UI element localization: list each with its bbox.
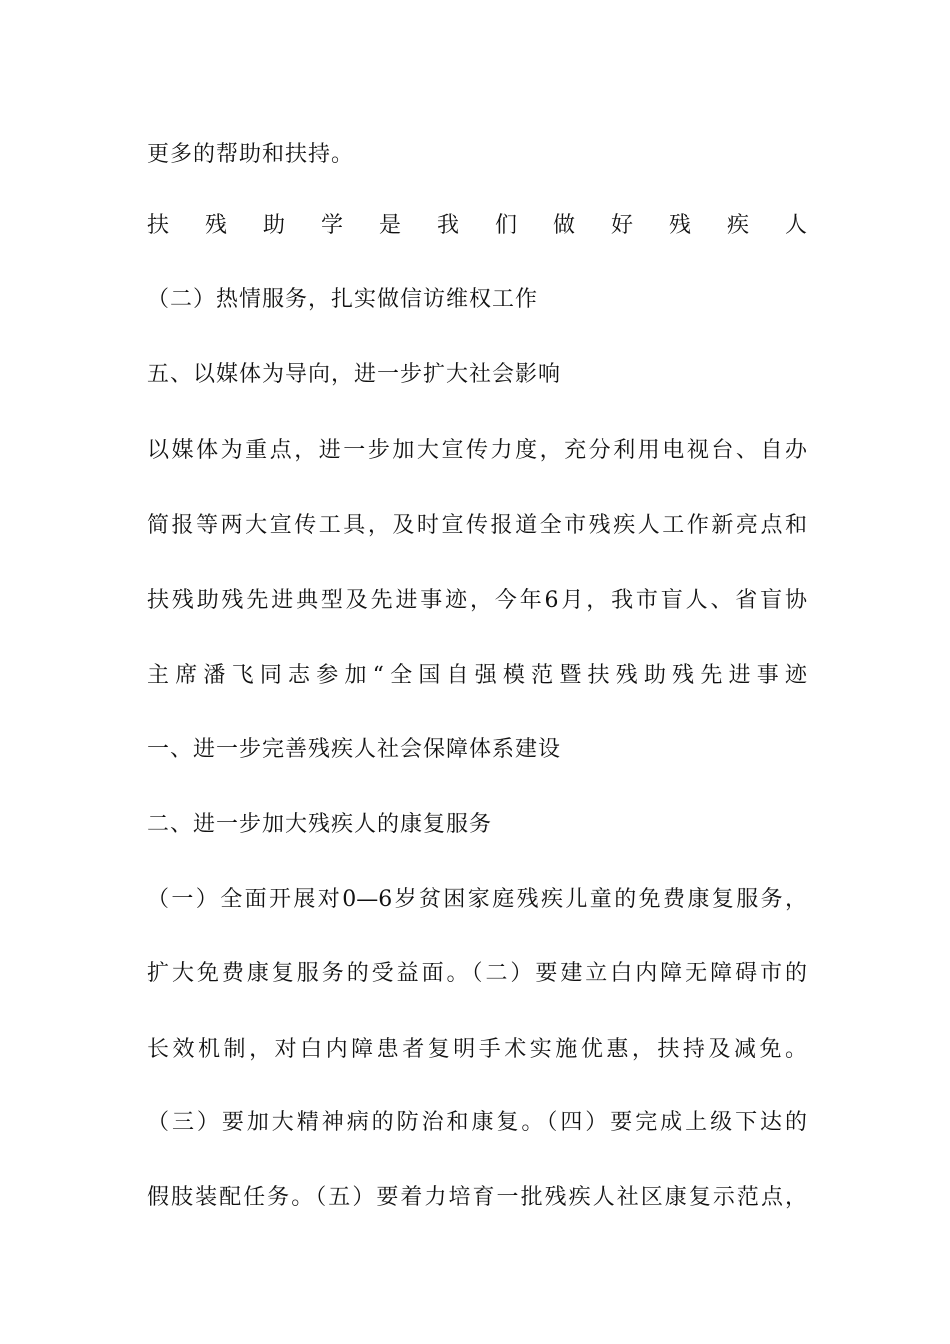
section-heading-2: （二）热情服务，扎实做信访维权工作 bbox=[147, 287, 539, 312]
section-heading-5: 五、以媒体为导向，进一步扩大社会影响 bbox=[147, 362, 562, 387]
text-line-13: 长效机制，对白内障患者复明手术实施优惠，扶持及减免。 bbox=[147, 1037, 807, 1062]
text-line-11: （一）全面开展对0—6岁贫困家庭残疾儿童的免费康复服务， bbox=[147, 887, 807, 912]
text-line-15: 假肢装配任务。（五）要着力培育一批残疾人社区康复示范点， bbox=[147, 1185, 807, 1210]
text-line-5: 以媒体为重点，进一步加大宣传力度，充分利用电视台、自办 bbox=[147, 438, 807, 463]
text-line-7: 扶残助残先进典型及先进事迹，今年6月，我市盲人、省盲协 bbox=[147, 588, 807, 613]
section-heading-1: 一、进一步完善残疾人社会保障体系建设 bbox=[147, 737, 562, 762]
text-line-8: 主席潘飞同志参加“全国自强模范暨扶残助残先进事迹 bbox=[147, 663, 807, 688]
section-heading-2b: 二、进一步加大残疾人的康复服务 bbox=[147, 812, 493, 837]
text-line-1: 更多的帮助和扶持。 bbox=[147, 142, 355, 167]
text-line-14: （三）要加大精神病的防治和康复。（四）要完成上级下达的 bbox=[147, 1110, 807, 1135]
text-line-2: 扶残助学是我们做好残疾人 bbox=[147, 213, 807, 238]
text-line-12: 扩大免费康复服务的受益面。（二）要建立白内障无障碍市的 bbox=[147, 961, 807, 986]
text-line-6: 简报等两大宣传工具，及时宣传报道全市残疾人工作新亮点和 bbox=[147, 513, 807, 538]
